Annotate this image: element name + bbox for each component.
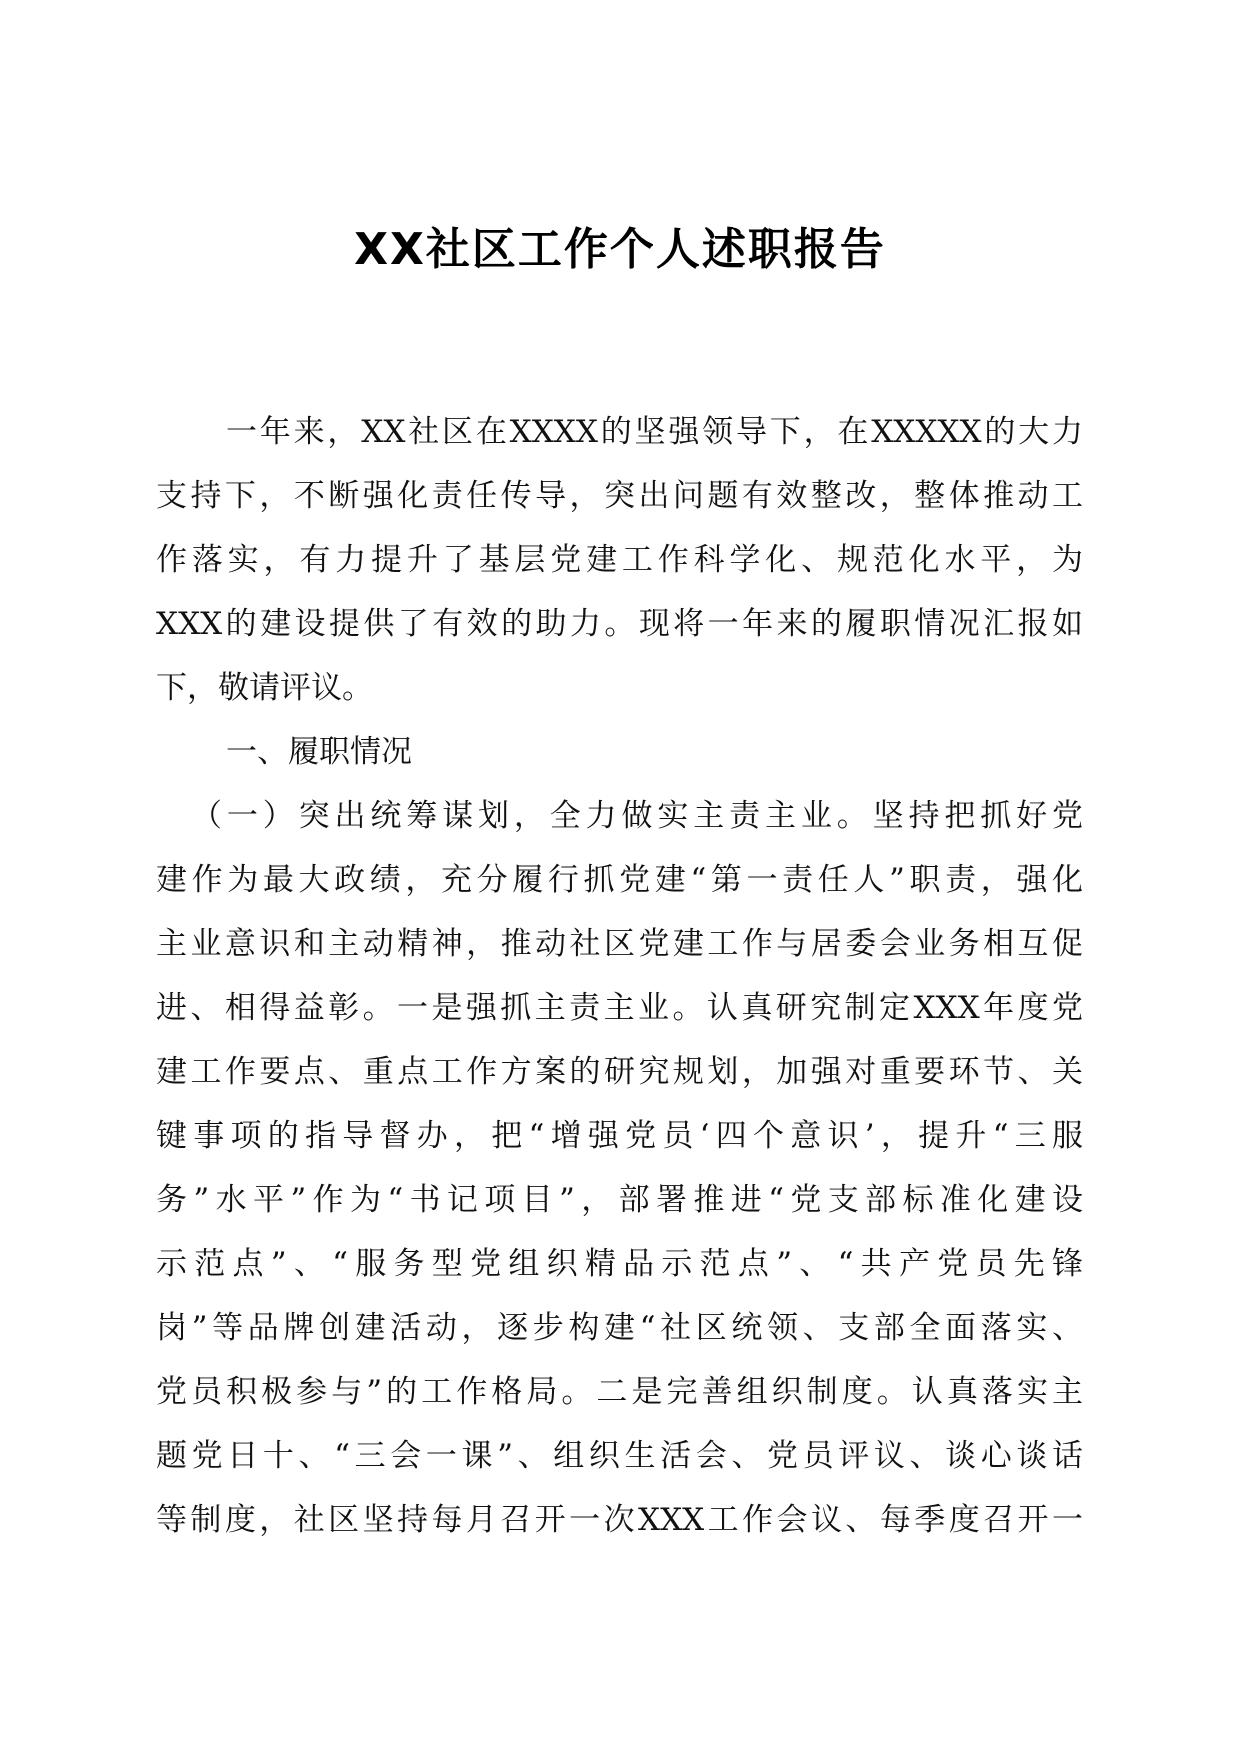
paragraph-line: 下，敬请评议。	[156, 670, 373, 706]
paragraph-line: 建工作要点、重点工作方案的研究规划，加强对重要环节、关	[156, 1054, 1083, 1090]
paragraph-line: 党员积极参与”的工作格局。二是完善组织制度。认真落实主	[156, 1374, 1083, 1410]
paragraph-line: 岗”等品牌创建活动，逐步构建“社区统领、支部全面落实、	[156, 1310, 1083, 1346]
paragraph-line: 建作为最大政绩，充分履行抓党建“第一责任人”职责，强化	[156, 862, 1083, 898]
section-heading: 一、履职情况	[226, 734, 412, 770]
paragraph-line: 一年来，XX社区在XXXX的坚强领导下，在XXXXX的大力	[226, 414, 1083, 450]
paragraph-line: 键事项的指导督办，把“增强党员‘四个意识’，提升“三服	[156, 1118, 1083, 1154]
paragraph-line: XXX的建设提供了有效的助力。现将一年来的履职情况汇报如	[156, 606, 1083, 642]
paragraph-line: 务”水平”作为“书记项目”，部署推进“党支部标准化建设	[156, 1182, 1083, 1218]
document-title: XX社区工作个人述职报告	[354, 224, 886, 275]
paragraph-line: 进、相得益彰。一是强抓主责主业。认真研究制定XXX年度党	[156, 990, 1083, 1026]
document-body	[156, 400, 1083, 1552]
paragraph-line: 主业意识和主动精神，推动社区党建工作与居委会业务相互促	[156, 926, 1083, 962]
paragraph-line: 等制度，社区坚持每月召开一次XXX工作会议、每季度召开一	[156, 1502, 1083, 1538]
paragraph-line: 作落实，有力提升了基层党建工作科学化、规范化水平，为	[156, 542, 1083, 578]
paragraph-line: （一）突出统筹谋划，全力做实主责主业。坚持把抓好党	[191, 798, 1083, 834]
paragraph-line: 题党日十、“三会一课”、组织生活会、党员评议、谈心谈话	[156, 1438, 1083, 1474]
paragraph-line: 支持下，不断强化责任传导，突出问题有效整改，整体推动工	[156, 478, 1083, 514]
paragraph-line: 示范点”、“服务型党组织精品示范点”、“共产党员先锋	[156, 1246, 1083, 1282]
